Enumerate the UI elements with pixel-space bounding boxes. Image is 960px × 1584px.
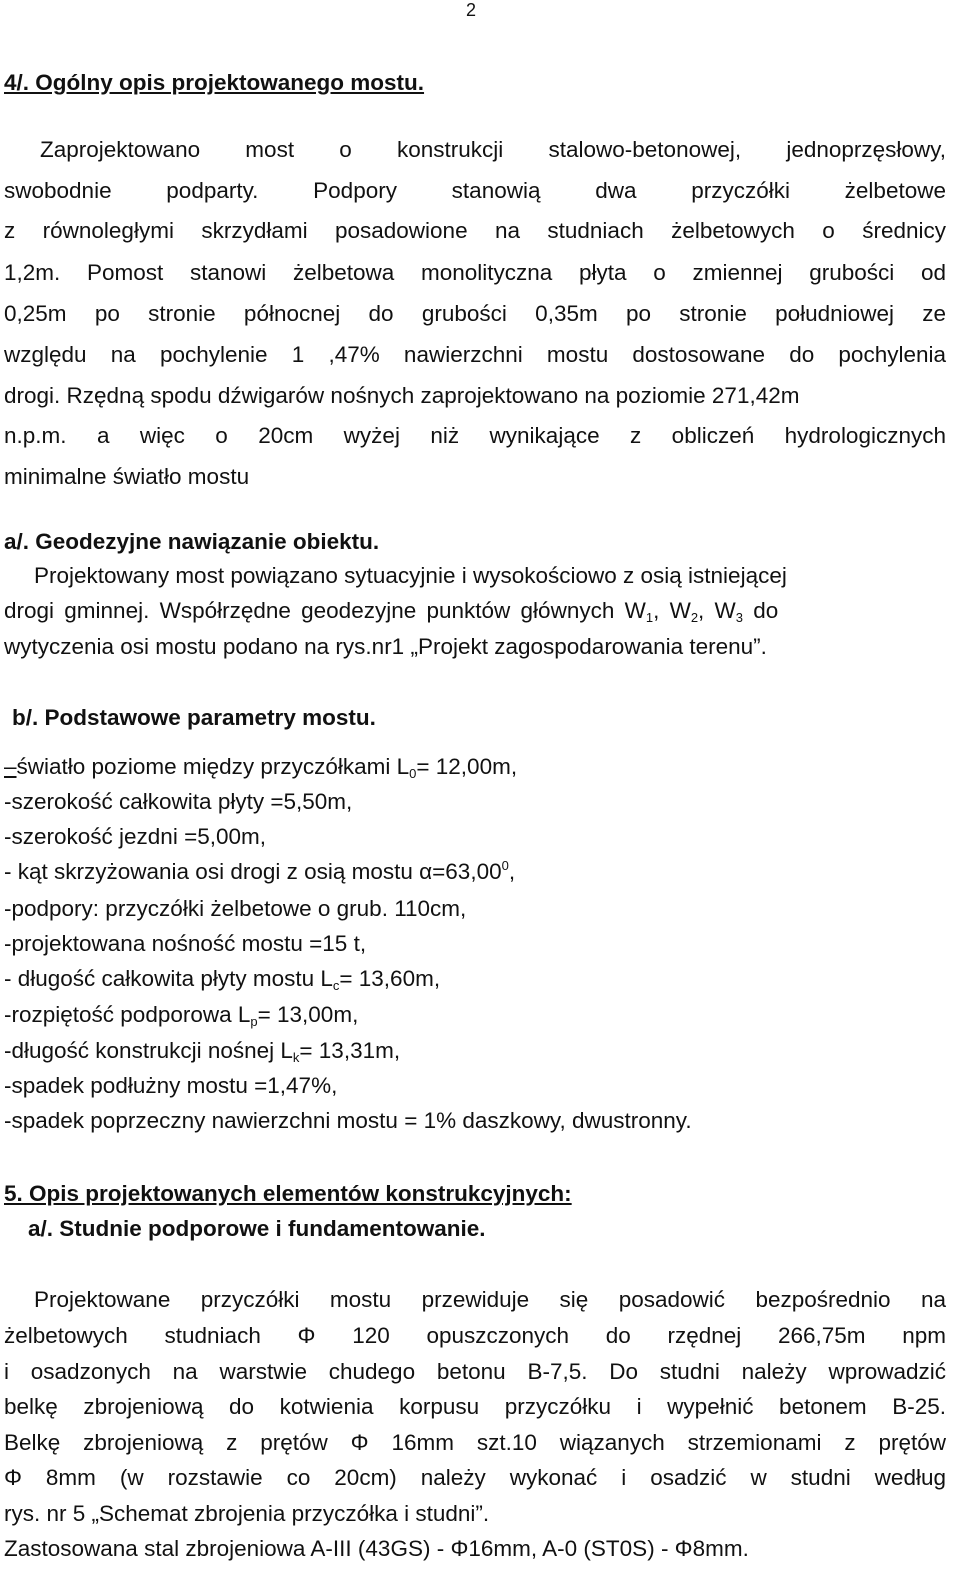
parameter-text: światło poziome między przyczółkami L <box>16 754 410 779</box>
paragraph-line: belkę zbrojeniową do kotwienia korpusu przyczółku i wypełnić betonem B-25. <box>4 1394 946 1419</box>
parameter-item: -projektowana nośność mostu =15 t, <box>4 931 367 956</box>
superscript: 0 <box>501 858 509 873</box>
paragraph-line: względu na pochylenie 1 ,47% nawierzchni mostu dostosowane do pochylenia <box>4 342 946 367</box>
parameter-item <box>4 857 946 887</box>
parameter-item: -szerokość jezdni =5,00m, <box>4 824 266 849</box>
subscript-3: 3 <box>735 610 744 625</box>
parameter-item <box>4 964 946 994</box>
section-4-heading: 4/. Ogólny opis projektowanego mostu. <box>4 70 425 95</box>
paragraph-line: minimalne światło mostu <box>4 464 250 489</box>
paragraph-line: drogi. Rzędną spodu dźwigarów nośnych zaprojektowano na poziomie 271,42m <box>4 383 800 408</box>
subscript: p <box>250 1014 258 1029</box>
parameter-value: = 13,60m, <box>339 966 441 991</box>
paragraph-line: 0,25m po stronie północnej do grubości 0,35m po stronie południowej ze <box>4 301 946 326</box>
paragraph-line: Projektowany most powiązano sytuacyjnie i wysokościowo z osią istniejącej <box>34 563 787 588</box>
parameter-item: -spadek poprzeczny nawierzchni mostu = 1% daszkowy, dwustronny. <box>4 1108 692 1133</box>
coordinates-line <box>4 596 946 626</box>
parameter-item <box>4 1000 946 1030</box>
paragraph-line: Zastosowana stal zbrojeniowa A-III (43GS) - Φ16mm, A-0 (ST0S) - Φ8mm. <box>4 1536 749 1561</box>
parameter-text: - kąt skrzyżowania osi drogi z osią mostu α=63,00 <box>4 859 502 884</box>
parameter-item: -podpory: przyczółki żelbetowe o grub. 110cm, <box>4 896 467 921</box>
paragraph-line: Projektowane przyczółki mostu przewiduje się posadowić bezpośrednio na <box>34 1287 946 1312</box>
paragraph-line: wytyczenia osi mostu podano na rys.nr1 „Projekt zagospodarowania terenu”. <box>4 634 767 659</box>
subscript: 0 <box>409 766 417 781</box>
parameter-text: -długość konstrukcji nośnej L <box>4 1038 293 1063</box>
parameter-item: -szerokość całkowita płyty =5,50m, <box>4 789 353 814</box>
subscript-1: 1 <box>645 610 654 625</box>
paragraph-line: Belkę zbrojeniową z prętów Φ 16mm szt.10 wiązanych strzemionami z prętów <box>4 1430 946 1455</box>
paragraph-line: 1,2m. Pomost stanowi żelbetowa monolityczna płyta o zmiennej grubości od <box>4 260 946 285</box>
paragraph-line: Φ 8mm (w rozstawie co 20cm) należy wykonać i osadzić w studni według <box>4 1465 946 1490</box>
parameter-value: = 12,00m, <box>416 754 518 779</box>
section-b-heading: b/. Podstawowe parametry mostu. <box>12 705 376 730</box>
parameter-text: -rozpiętość podporowa L <box>4 1002 251 1027</box>
section-a-heading: a/. Geodezyjne nawiązanie obiektu. <box>4 529 380 554</box>
paragraph-line: swobodnie podparty. Podpory stanowią dwa przyczółki żelbetowe <box>4 178 946 203</box>
paragraph-line: rys. nr 5 „Schemat zbrojenia przyczółka i studni”. <box>4 1501 490 1526</box>
parameter-value: , <box>508 859 516 884</box>
paragraph-line: n.p.m. a więc o 20cm wyżej niż wynikające z obliczeń hydrologicznych <box>4 423 946 448</box>
parameter-value: = 13,31m, <box>299 1038 401 1063</box>
parameter-item: -spadek podłużny mostu =1,47%, <box>4 1073 338 1098</box>
subscript: k <box>292 1050 300 1065</box>
parameter-text: - długość całkowita płyty mostu L <box>4 966 333 991</box>
section-5a-heading: a/. Studnie podporowe i fundamentowanie. <box>28 1216 486 1241</box>
coordinates-tail: do <box>743 598 779 623</box>
parameter-item <box>4 752 946 782</box>
parameter-item <box>4 1036 946 1066</box>
paragraph-line: z równoległymi skrzydłami posadowione na studniach żelbetowych o średnicy <box>4 218 946 243</box>
separator: , W <box>698 598 736 623</box>
subscript-2: 2 <box>690 610 699 625</box>
subscript: c <box>332 978 340 993</box>
paragraph-line: żelbetowych studniach Φ 120 opuszczonych do rzędnej 266,75m npm <box>4 1323 946 1348</box>
paragraph-line: Zaprojektowano most o konstrukcji stalowo-betonowej, jednoprzęsłowy, <box>40 137 946 162</box>
separator: , W <box>653 598 691 623</box>
page-number: 2 <box>466 0 477 20</box>
parameter-value: = 13,00m, <box>257 1002 359 1027</box>
section-5-heading: 5. Opis projektowanych elementów konstrukcyjnych: <box>4 1181 572 1206</box>
coordinates-text: drogi gminnej. Współrzędne geodezyjne punktów głównych W <box>4 598 646 623</box>
dash: – <box>4 754 17 779</box>
paragraph-line: i osadzonych na warstwie chudego betonu B-7,5. Do studni należy wprowadzić <box>4 1359 946 1384</box>
